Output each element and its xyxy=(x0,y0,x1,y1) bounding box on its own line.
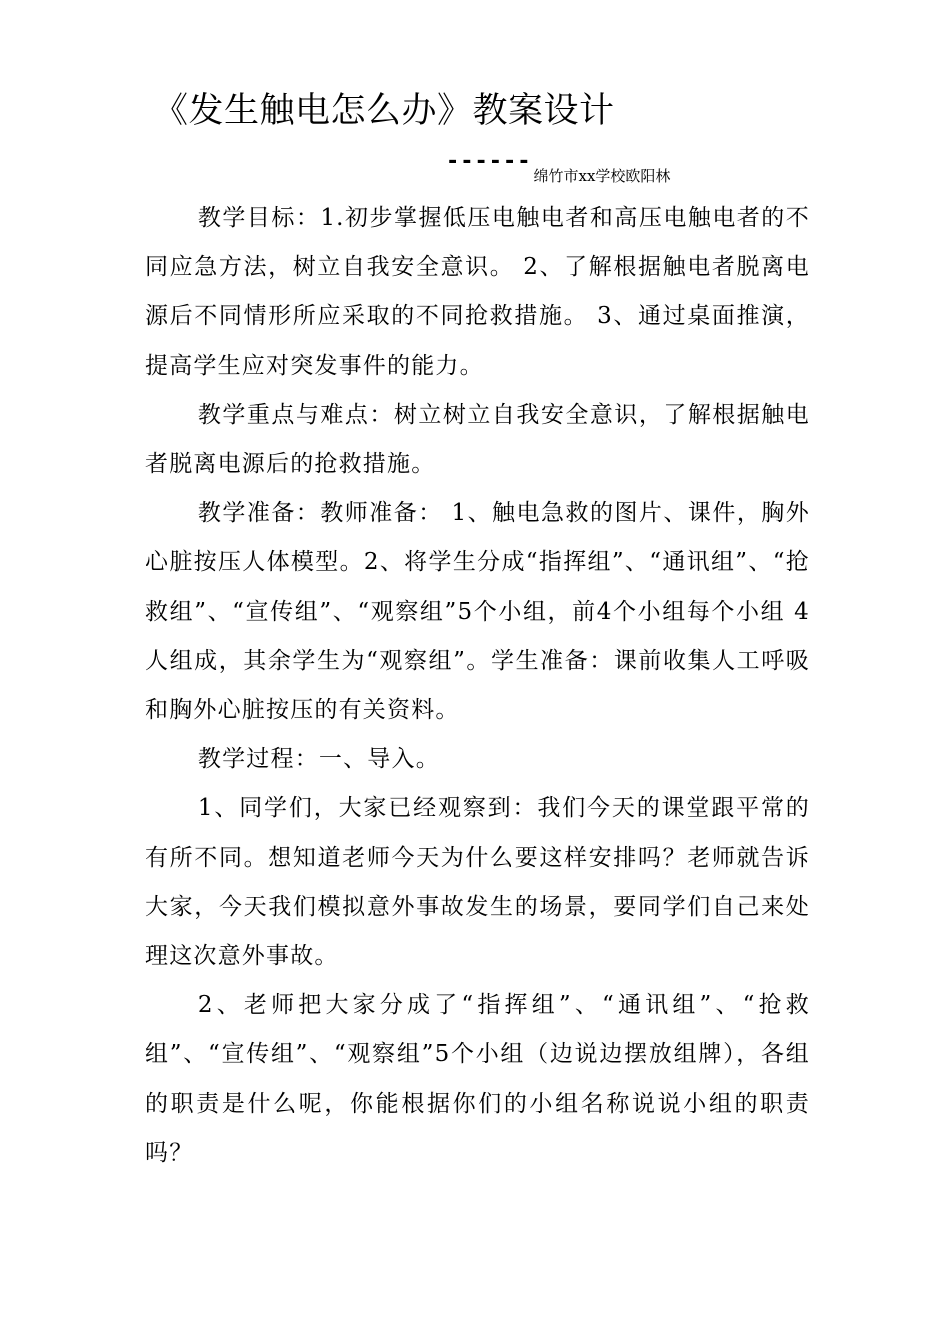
paragraph-teaching-objectives: 教学目标：1.初步掌握低压电触电者和高压电触电者的不同应急方法，树立自我安全意识。 2、了解根据触电者脱离电源后不同情形所应采取的不同抢救措施。 3、通过桌面推演，提高学生应对突发事件的能力。 xyxy=(145,205,810,379)
document-body xyxy=(145,194,810,1178)
paragraph-key-points: 教学重点与难点：树立树立自我安全意识，了解根据触电者脱离电源后的抢救措施。 xyxy=(145,401,810,478)
paragraph-step-2: 2、老师把大家分成了“指挥组”、“通讯组”、“抢救组”、“宣传组”、“观察组”5个小组（边说边摆放组牌），各组的职责是什么呢，你能根据你们的小组名称说说小组的职责吗？ xyxy=(145,992,810,1166)
document-title: 《发生触电怎么办》教案设计 xyxy=(153,91,615,131)
author-name: 绵竹市xx学校欧阳林 xyxy=(533,167,671,185)
paragraph-preparation: 教学准备：教师准备： 1、触电急救的图片、课件，胸外心脏按压人体模型。2、将学生分成“指挥组”、“通讯组”、“抢救组”、“宣传组”、“观察组”5个小组，前4个小组每个小组 4 人组成，其余学生为“观察组”。学生准备：课前收集人工呼吸和胸外心脏按压的有关资料。 xyxy=(145,500,810,724)
paragraph-process-heading: 教学过程：一、导入。 xyxy=(197,746,440,773)
byline xyxy=(446,149,671,185)
paragraph-step-1: 1、同学们，大家已经观察到：我们今天的课堂跟平常的有所不同。想知道老师今天为什么要这样安排吗？老师就告诉大家，今天我们模拟意外事故发生的场景，要同学们自己来处理这次意外事故。 xyxy=(145,795,810,970)
byline-dashes: ------ xyxy=(446,149,532,174)
